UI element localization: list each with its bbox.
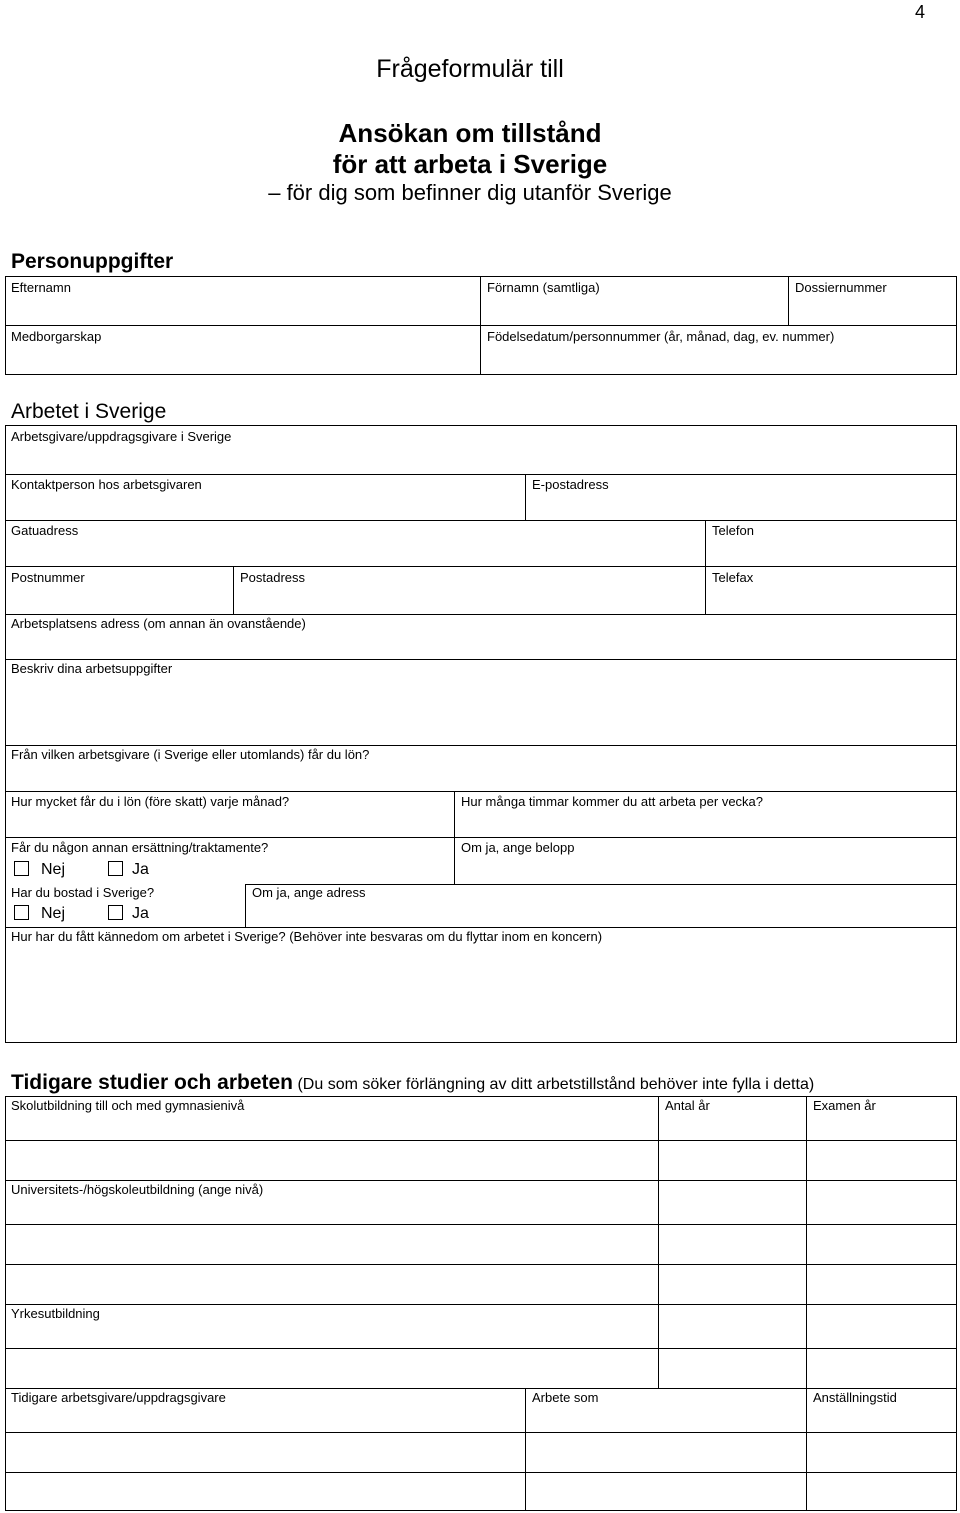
years-column-header: Antal år [665,1098,710,1113]
divider [5,1224,957,1225]
divider [5,791,957,792]
university-education-field[interactable]: Universitets-/högskoleutbildning (ange nivå) [11,1182,264,1197]
divider [5,1388,957,1389]
housing-no-checkbox[interactable] [14,905,29,920]
divider [5,1264,957,1265]
postcode-field[interactable]: Postnummer [11,570,85,585]
surname-field[interactable]: Efternamn [11,280,71,295]
compensation-yes-checkbox[interactable] [108,861,123,876]
divider [5,520,957,521]
previous-employers-column-header: Tidigare arbetsgivare/uppdragsgivare [11,1390,226,1405]
page-number: 4 [915,2,926,22]
form-title-line2b: för att arbeta i Sverige [332,149,608,179]
divider [5,1472,957,1473]
file-number-field[interactable]: Dossiernummer [795,280,887,295]
fax-field[interactable]: Telefax [712,570,754,585]
email-field[interactable]: E-postadress [532,477,609,492]
first-names-field[interactable]: Förnamn (samtliga) [487,280,600,295]
divider [233,566,234,614]
divider [806,1096,807,1511]
housing-yes-label: Ja [132,905,149,922]
divider [5,1348,957,1349]
divider [454,884,957,885]
divider [5,566,957,567]
employer-field[interactable]: Arbetsgivare/uppdragsgivare i Sverige [11,429,232,444]
housing-yes-checkbox[interactable] [108,905,123,920]
tasks-field[interactable]: Beskriv dina arbetsuppgifter [11,661,173,676]
divider [788,276,789,325]
form-subtitle: – för dig som befinner dig utanför Sverige [268,180,672,205]
divider [5,927,957,928]
compensation-yes-label: Ja [132,861,149,878]
divider [5,659,957,660]
divider [5,1140,957,1141]
divider [525,1388,526,1511]
salary-from-field[interactable]: Från vilken arbetsgivare (i Sverige eller utomlands) får du lön? [11,747,370,762]
street-address-field[interactable]: Gatuadress [11,523,79,538]
work-table [5,425,957,1043]
school-education-field[interactable]: Skolutbildning till och med gymnasienivå [11,1098,245,1113]
form-title-line1: Frågeformulär till [376,55,564,83]
phone-field[interactable]: Telefon [712,523,754,538]
divider [5,1304,957,1305]
compensation-no-checkbox[interactable] [14,861,29,876]
divider [5,1432,957,1433]
other-compensation-label: Får du någon annan ersättning/traktamente? [11,840,269,855]
postal-address-field[interactable]: Postadress [240,570,306,585]
form-title [0,118,940,180]
salary-amount-field[interactable]: Hur mycket får du i lön (före skatt) varje månad? [11,794,290,809]
form-title-line2a: Ansökan om tillstånd [338,118,602,148]
divider [525,474,526,520]
birthdate-field[interactable]: Födelsedatum/personnummer (år, månad, dag, ev. nummer) [487,329,835,344]
worked-as-column-header: Arbete som [532,1390,599,1405]
divider [5,474,957,475]
divider [5,1180,957,1181]
compensation-no-label: Nej [41,861,66,878]
housing-address-field[interactable]: Om ja, ange adress [252,885,366,900]
housing-no-label: Nej [41,905,66,922]
divider [480,276,481,375]
divider [5,614,957,615]
history-heading-note: (Du som söker förlängning av ditt arbetstillstånd behöver inte fylla i detta) [293,1076,815,1093]
section-heading-personal: Personuppgifter [11,250,174,273]
vocational-education-field[interactable]: Yrkesutbildning [11,1306,100,1321]
housing-label: Har du bostad i Sverige? [11,885,155,900]
divider [245,884,246,927]
divider [658,1096,659,1388]
section-heading-work: Arbetet i Sverige [11,400,167,423]
divider [705,520,706,614]
compensation-amount-field[interactable]: Om ja, ange belopp [461,840,575,855]
divider [5,325,957,326]
exam-year-column-header: Examen år [813,1098,876,1113]
divider [5,745,957,746]
section-heading-history [11,1071,814,1095]
citizenship-field[interactable]: Medborgarskap [11,329,102,344]
workplace-address-field[interactable]: Arbetsplatsens adress (om annan än ovanstående) [11,616,306,631]
divider [5,837,957,838]
employment-time-column-header: Anställningstid [813,1390,897,1405]
history-heading: Tidigare studier och arbeten [11,1071,294,1094]
hours-per-week-field[interactable]: Hur många timmar kommer du att arbeta per vecka? [461,794,764,809]
contact-person-field[interactable]: Kontaktperson hos arbetsgivaren [11,477,202,492]
how-heard-field[interactable]: Hur har du fått kännedom om arbetet i Sverige? (Behöver inte besvaras om du flyttar inom en koncern) [11,929,603,944]
